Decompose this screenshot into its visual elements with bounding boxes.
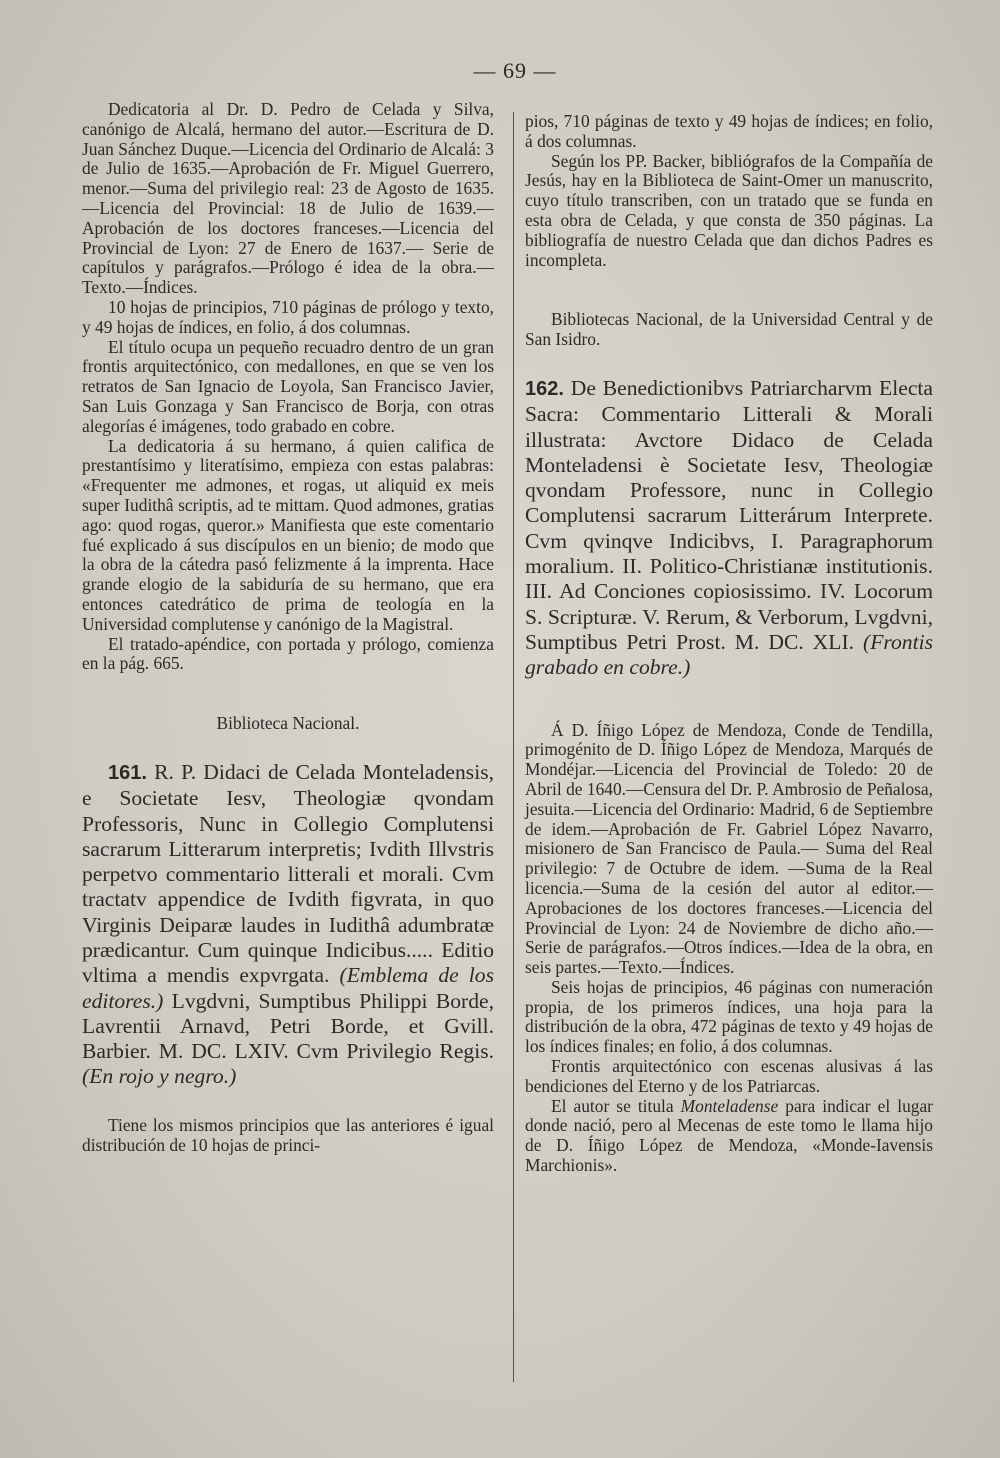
paragraph-tiene: Tiene los mismos principios que las anteriores é igual distribución de 10 hojas de princi- — [82, 1114, 494, 1155]
entry-161 — [82, 760, 494, 1090]
paragraph-hojas: 10 hojas de principios, 710 páginas de prólogo y texto, y 49 hojas de índices, en folio, á dos columnas. — [82, 296, 494, 337]
paragraph-seis-hojas: Seis hojas de principios, 46 páginas con numeración propia, de los primeros índices, una hoja para la distribución de la obra, 472 páginas de texto y 49 hojas de los índices finales; en folio, á dos columnas. — [525, 976, 933, 1057]
entry-frontis-note: (Frontis grabado en cobre.) — [525, 629, 933, 680]
entry-imprint: Lvgdvni, Sumptibus Philippi Borde, Lavrentii Arnavd, Petri Borde, et Gvill. Barbier. M. DC. LXIV. Cvm Privilegio Regis. — [82, 988, 494, 1064]
right-column — [525, 112, 933, 1176]
library-note: Bibliotecas Nacional, de la Universidad Central y de San Isidro. — [525, 309, 933, 350]
library-note: Biblioteca Nacional. — [216, 713, 360, 734]
entry-title: De Benedictionibvs Patriarcharvm Electa Sacra: Commentario Litterali & Morali illustrata: Avctore Didaco de Celada Monteladensi è Societate Iesv, Theologiæ qvondam Professore, nunc in Collegio Complutensi sacrarum Litterárum Interprete. Cvm qvinqve Indicibvs, I. Paragraphorum moralium. II. Politico-Christianæ institutionis. III. Ad Conciones copiosissimo. IV. Locorum S. Scripturæ. V. Rerum, & Verborum, Lvgdvni, Sumptibus Petri Prost. M. DC. XLI. — [525, 375, 933, 654]
paragraph-frontis: Frontis arquitectónico con escenas alusivas á las bendiciones del Eterno y de los Patriarcas. — [525, 1056, 933, 1096]
entry-number: 162. — [525, 377, 564, 400]
page-number: — 69 — — [473, 58, 557, 83]
italic-word: Monteladense — [680, 1095, 779, 1116]
entry-162 — [525, 376, 933, 681]
paragraph-autor-end: para indicar el lugar donde nació, pero al Mecenas de este tomo le llama hijo de D. Íñigo López de Mendoza, «Monde-Iavensis Marchionis». — [525, 1095, 933, 1176]
paragraph-autor-start: El autor se titula — [551, 1095, 674, 1116]
paragraph-autor — [525, 1097, 933, 1176]
entry-title: R. P. Didaci de Celada Monteladensis, e Societate Iesv, Theologiæ qvondam Professoris, Nunc in Collegio Complutensi sacrarum Litterarum interpretis; Ivdith Illvstris perpetvo commentario litterali et morali. Cvm tractatv appendice de Ivdith figvrata, in quo Virginis Deiparæ laudes in Iudithâ adumbratæ prædicantur. Cum quinque Indicibus..... Editio vltima a mendis expvrgata. — [82, 759, 494, 988]
paragraph-backer: Según los PP. Backer, bibliógrafos de la Compañía de Jesús, hay en la Biblioteca de Saint-Omer un manuscrito, cuyo título transcriben, con un tratado que se funda en esta obra de Celada, y que consta de 350 páginas. La bibliografía de nuestro Celada que dan dichos Padres es incompleta. — [525, 150, 933, 270]
paragraph-titulo: El título ocupa un pequeño recuadro dentro de un gran frontis arquitectónico, con medallones, en que se ven los retratos de San Ignacio de Loyola, San Francisco Javier, San Luis Gonzaga y San Francisco de Borja, con otras alegorías é imágenes, todo grabado en cobre. — [82, 336, 494, 436]
left-column — [82, 100, 494, 1155]
entry-color-note: (En rojo y negro.) — [82, 1064, 237, 1089]
column-divider — [513, 112, 514, 1382]
paragraph-continuation: pios, 710 páginas de texto y 49 hojas de índices; en folio, á dos columnas. — [525, 111, 933, 151]
entry-emblem: (Emblema de los editores.) — [82, 963, 494, 1013]
paragraph-dedicatoria-hermano: La dedicatoria á su hermano, á quien califica de prestantísimo y literatísimo, empieza con estas palabras: «Frequenter me admones, et rogas, ut aliquid ex meis super Iudithâ scriptis, ad te mittam. Quod admones, gratias ago: quod rogas, queror.» Manifiesta que este comentario fué explicado á sus discípulos en un bienio; de modo que la obra de la cátedra pasó felizmente á la imprenta. Hace grande elogio de la sabiduría de su hermano, que era entonces catedrático de prima de teología en la Universidad complutense y canónigo de la Magistral. — [82, 435, 494, 634]
paragraph-dedicatoria: Dedicatoria al Dr. D. Pedro de Celada y Silva, canónigo de Alcalá, hermano del autor.—Escritura de D. Juan Sánchez Duque.—Licencia del Ordinario de Alcalá: 3 de Julio de 1635.—Aprobación de Fr. Miguel Guerrero, menor.—Suma del privilegio real: 23 de Agosto de 1635.—Licencia del Provincial: 18 de Julio de 1639.— Aprobación de los doctores franceses.—Licencia del Provincial de Lyon: 27 de Enero de 1637.— Serie de capítulos y parágrafos.—Prólogo é idea de la obra.—Texto.—Índices. — [82, 99, 494, 298]
entry-number: 161. — [108, 761, 147, 784]
paragraph-tratado: El tratado-apéndice, con portada y prólogo, comienza en la pág. 665. — [82, 633, 494, 674]
paragraph-a-inigo: Á D. Íñigo López de Mendoza, Conde de Tendilla, primogénito de D. Íñigo López de Mendoza, Marqués de Mondéjar.—Licencia del Provincial de Toledo: 20 de Abril de 1640.—Censura del Dr. P. Ambrosio de Peñalosa, jesuita.—Licencia del Ordinario: Madrid, 6 de Septiembre de idem.—Aprobación de Fr. Gabriel López Navarro, misionero de San Francisco de Paula.— Suma del Real privilegio: 7 de Octubre de idem. —Suma de la Real licencia.—Suma de la cesión del autor al editor.—Aprobaciones de los doctores franceses.—Licencia del Provincial de Lyon: 24 de Noviembre de dicho año.—Serie de parágrafos.—Otros índices.—Idea de la obra, en seis partes.—Texto.—Índices. — [525, 719, 933, 978]
